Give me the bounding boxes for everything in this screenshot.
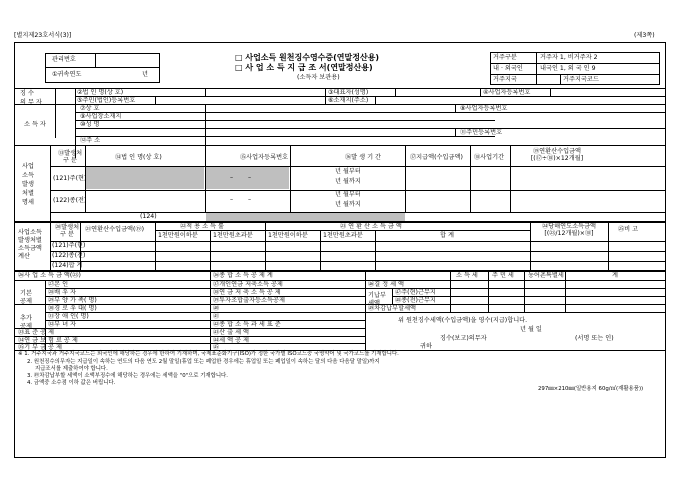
mgmt-no-label: 관리번호 <box>52 56 76 63</box>
note-1: ※ 1. 거주지국과 거주지국코드는 외국인에 해당하는 경우에 한하여 기재하며, 국제표준화기구(ISO)가 정한 국가별 ISO코드중 국명약어 및 국가코드를 기재합니다. <box>18 351 399 357</box>
note-2b: 지급조서를 제출하여야 합니다. <box>35 366 108 372</box>
payer-section-1: 징 수 <box>20 90 34 97</box>
bizinc-to-2: 년 월까지 <box>335 201 361 208</box>
calc-col-type: ⑳발생처 구 분 <box>54 224 80 238</box>
tax-prepaid-group: 기납부 세액 <box>368 292 386 307</box>
residence-value: 거주자 1, 비거주자 2 <box>540 54 598 61</box>
confirm-text: 위 원천징수세액(수입금액)을 영수(지급)합니다. <box>398 317 528 324</box>
bizinc-col-annual: ⑲연환산수입금액 [(⑰÷⑱)×12개월] <box>530 148 584 162</box>
confirm-to: 귀하 <box>420 343 432 350</box>
calc-section: 사업소득 발생처별 소득금액 계산 <box>18 229 42 260</box>
nationality-label: 내 · 외국인 <box>493 65 523 72</box>
calc-sub-1: 1천만원이하분 <box>158 232 198 239</box>
bizinc-total-shade <box>206 213 405 221</box>
country-label: 거주지국 <box>493 76 517 83</box>
bizinc-row-prior: (122)종(전) <box>53 197 87 204</box>
title-sub: (소득자 보관용) <box>297 74 340 81</box>
calc-col-rate: ㉒적 용 소 득 률 <box>180 223 224 230</box>
title-receipt: □ 사업소득 원천징수영수증(연말정산용) <box>235 53 380 62</box>
payer-regno-label: ⑤주민(법인)등록번호 <box>77 97 136 104</box>
calc-col-remark: ㉕비 고 <box>618 226 639 233</box>
payer-rep-label: ③대표자(성명) <box>328 89 369 96</box>
earner-trade-label: ⑦상 호 <box>80 105 100 112</box>
earner-name-label: ⑩성 명 <box>80 121 100 128</box>
mid-blank-3: ㊺ <box>213 344 220 351</box>
note-2: 2. 원천징수의무자는 지급일이 속하는 연도의 다음 연도 2월 말일(휴업 또는 폐업한 경우에는 휴업일 또는 폐업일이 속하는 달의 다음 다음달 말일)까지 <box>27 359 380 365</box>
calc-sub-5: 합 계 <box>440 232 454 239</box>
deduct-female: ㉜부 녀 자 <box>48 321 77 328</box>
bizinc-from-1: 년 월부터 <box>335 168 361 175</box>
earner-section: 소 득 자 <box>24 121 46 128</box>
bizinc-section: 사업 소득 발생 처별 명세 <box>22 163 34 206</box>
tax-decided: ㊻결 정 세 액 <box>368 281 404 288</box>
bizinc-row-current: (121)주(현) <box>53 175 87 182</box>
calc-col-annual: ㉑연환산수입금액(⑲) <box>85 226 145 233</box>
tax-col-resident: 주 민 세 <box>492 272 514 279</box>
note-4: 4. 금액중 소수점 이하 값은 버립니다. <box>27 380 116 386</box>
deduct-pension: ㉞연 금 보 험 료 공 제 <box>18 337 78 344</box>
deduct-basic-group: 기본 공제 <box>20 290 32 305</box>
deduct-spouse: ㉘배 우 자 <box>48 289 77 296</box>
payer-addr-label: ⑥소재지(주소) <box>328 97 369 104</box>
calc-col-yearamt: ㉔당해연도소득금액 [(㉓/12개월)×⑱] <box>541 223 596 237</box>
tax-balance: ㊾차감납부할세액 <box>368 305 417 312</box>
payer-section-2: 의 무 자 <box>20 99 42 106</box>
paper-spec: 297㎜×210㎜(일반용지 60g/㎡(재활용품)) <box>538 386 644 392</box>
country-code-label: 거주지국코드 <box>563 76 599 83</box>
mid-invest-union: ㊴투자조합출자등소득공제 <box>213 297 285 304</box>
mid-personal-pension: ㊲개인연금 저축소득 공제 <box>213 281 283 288</box>
tax-prior-work: ㊽종(전)근무지 <box>395 297 436 304</box>
bizinc-col-name: ⑭법 인 명(상 호) <box>115 154 162 161</box>
note-3: 3. ㊾차감납부할 세액이 소액부징수에 해당하는 경우에는 세액을 "0"으로 기재합니다. <box>27 373 228 379</box>
calc-sub-3: 1천만원이하분 <box>268 232 308 239</box>
mid-calc-tax: ㊸산 출 세 액 <box>213 329 249 336</box>
earner-resno-label: ⑪주민등록번호 <box>460 129 503 136</box>
form-id: [별지제23호서식(3)] <box>14 32 72 39</box>
page-number: (제3쪽) <box>634 32 655 39</box>
calc-row-current: (121)주(현) <box>52 242 86 249</box>
deduct-disabled: ㉛장 애 인( 명) <box>48 313 89 320</box>
calc-sub-2: 1천만원초과분 <box>213 232 253 239</box>
payer-bizno-label: ④사업자등록번호 <box>483 89 531 96</box>
tax-col-income: 소 득 세 <box>456 272 478 279</box>
bizinc-col-period: ⑯발 생 기 간 <box>345 154 381 161</box>
tax-col-total: 계 <box>612 272 618 279</box>
bizinc-from-2: 년 월부터 <box>335 191 361 198</box>
nationality-value: 내국인 1, 외 국 인 9 <box>540 65 596 72</box>
calc-col-amount: ㉓ 연 환 산 소 득 금 액 <box>340 223 402 230</box>
residence-label: 거주구분 <box>493 54 517 61</box>
bizinc-to-1: 년 월까지 <box>335 178 361 185</box>
attr-year-label: ①귀속연도 <box>52 71 82 78</box>
confirm-date: 년 월 일 <box>520 326 542 333</box>
calc-sub-4: 1천만원초과분 <box>323 232 363 239</box>
mid-tax-credit: ㊹세 액 공 제 <box>213 337 249 344</box>
confirm-signer: 징수(보고)의무자 <box>440 335 487 342</box>
deduct-self: ㉗본 인 <box>48 281 69 288</box>
tax-col-rural: 농어촌특별세 <box>528 272 564 279</box>
earner-site-label: ⑨사업장소재지 <box>80 113 122 120</box>
mid-blank-2: ㊶ <box>213 313 220 320</box>
calc-row-total: (124)합 계 <box>52 262 83 269</box>
mid-blank-1: ㊵ <box>213 305 220 312</box>
title-statement: □ 사 업 소 득 지 급 조 서(연말정산용) <box>235 63 373 72</box>
mid-tax-base: ㊷종 합 소 득 과 세 표 준 <box>213 321 281 328</box>
tax-current-work: ㊼주(현)근무지 <box>395 289 436 296</box>
deduct-dependents: ㉙부 양 가 족( 명) <box>48 297 97 304</box>
bizinc-col-bizno: ⑮사업자등록번호 <box>240 154 289 161</box>
mid-pension-savings: ㊳연 금 저 축 소 득 공 제 <box>213 289 281 296</box>
deduct-income: ㉖사 업 소 득 금 액(㉓) <box>18 272 81 279</box>
bizinc-shade-1 <box>86 167 204 189</box>
deduct-extra-group: 추가 공제 <box>20 315 32 330</box>
earner-bizno-label: ⑧사업자등록번호 <box>460 105 508 112</box>
bizinc-col-bizperiod: ⑱사업기간 <box>474 154 505 161</box>
deduct-elderly: ㉚경 로 우 대( 명) <box>48 305 97 312</box>
payer-name-label: ②법 인 명(상 호) <box>77 89 124 96</box>
bizinc-col-amount: ⑰지급액(수입금액) <box>410 154 463 161</box>
bizinc-total-code: (124) <box>140 213 157 220</box>
confirm-sign: (서명 또는 인) <box>575 335 614 342</box>
deduct-standard: ㉝표 준 공 제 <box>18 329 54 336</box>
year-suffix: 년 <box>142 71 148 78</box>
deduct-donation: ㉟기 부 금 공 제 <box>18 344 62 351</box>
calc-row-prior: (122)종(전) <box>52 252 86 259</box>
earner-addr-label: ⑫주 소 <box>80 137 101 144</box>
mid-total-deduct: ㊱종 합 소 득 공 제 계 <box>213 272 273 279</box>
bizinc-col-type: ⑬발생처 구 분 <box>57 150 83 164</box>
